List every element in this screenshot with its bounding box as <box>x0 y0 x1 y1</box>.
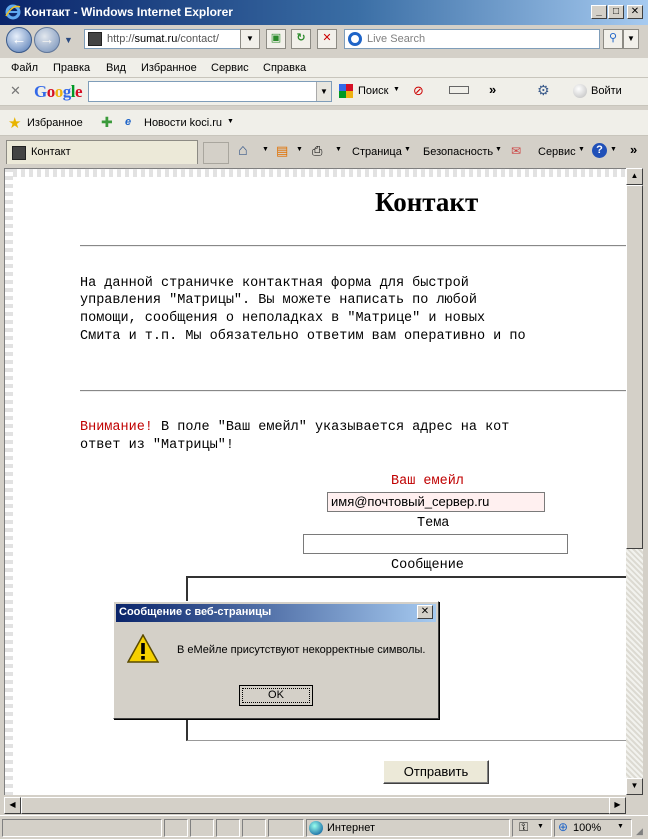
tab-contact[interactable] <box>6 140 198 164</box>
chevron-down-icon[interactable]: ▼ <box>316 82 331 101</box>
rss-feed-icon[interactable]: ▤ <box>276 143 289 158</box>
warning-line-2: ответ из "Матрицы"! <box>80 438 234 453</box>
zone-label: Интернет <box>327 822 375 834</box>
horizontal-scroll-thumb[interactable] <box>21 797 610 814</box>
scroll-up-button[interactable]: ▲ <box>626 168 643 185</box>
signin-button[interactable]: Войти <box>591 85 622 97</box>
zoom-control[interactable] <box>554 819 632 837</box>
favorites-star-icon: ★ <box>8 115 22 132</box>
scroll-down-button[interactable]: ▼ <box>626 778 643 795</box>
internet-explorer-icon <box>5 4 21 20</box>
zoom-icon: ⊕ <box>558 820 569 834</box>
search-options-dropdown[interactable]: ▼ <box>623 29 639 49</box>
refresh-icon[interactable]: ↻ <box>291 29 311 49</box>
warning-line-1 <box>80 420 509 435</box>
warning-icon <box>127 634 159 664</box>
google-search-button[interactable]: Поиск <box>358 85 389 97</box>
command-bar <box>0 138 648 166</box>
status-cell <box>164 819 188 837</box>
vertical-scroll-thumb[interactable] <box>626 185 643 549</box>
wrench-icon[interactable]: ⚙ <box>537 82 550 98</box>
add-favorite-icon[interactable]: ✚ <box>101 114 113 130</box>
intro-line-3: помощи, сообщения о неполадках в "Матрице" и новых <box>80 311 486 326</box>
status-text-cell <box>2 819 162 837</box>
site-favicon <box>88 32 102 46</box>
favorites-link-koci[interactable]: Новости koci.ru <box>144 117 223 129</box>
google-logo: Google <box>34 82 83 101</box>
more-commands-icon[interactable]: » <box>630 142 638 157</box>
status-bar <box>0 815 648 839</box>
search-dropdown-icon[interactable]: ▼ <box>393 86 400 93</box>
url-prefix: http:// <box>107 33 135 45</box>
globe-icon <box>309 821 323 835</box>
chevron-down-icon: ▼ <box>537 823 544 830</box>
intro-line-1: На данной страничке контактная форма для быстрой <box>80 276 469 291</box>
more-chevron-icon[interactable]: » <box>489 82 497 97</box>
tools-menu[interactable]: Сервис <box>538 146 576 158</box>
scroll-left-button[interactable]: ◀ <box>4 797 21 814</box>
page-border-left <box>5 169 13 795</box>
window-title: Контакт - Windows Internet Explorer <box>24 5 233 19</box>
status-cell <box>190 819 214 837</box>
resize-grip-icon[interactable]: ◢ <box>636 826 643 836</box>
chevron-down-icon: ▼ <box>617 823 624 830</box>
dialog-message: В еМейле присутствуют некорректные символы. <box>177 644 426 656</box>
subject-input[interactable] <box>303 534 568 554</box>
print-dropdown-icon[interactable]: ▼ <box>335 146 342 153</box>
menu-view[interactable]: Вид <box>106 62 126 74</box>
tools-dropdown-icon[interactable]: ▼ <box>578 146 585 153</box>
divider <box>80 245 626 247</box>
menu-favorites[interactable]: Избранное <box>141 62 197 74</box>
popup-blocker-icon[interactable]: ⊘ <box>413 83 424 98</box>
zoom-level: 100% <box>573 822 602 834</box>
recent-pages-dropdown-icon[interactable]: ▼ <box>64 35 73 45</box>
help-icon[interactable]: ? <box>592 143 607 158</box>
security-zone[interactable] <box>306 819 510 837</box>
alert-dialog <box>113 601 439 719</box>
url-site: sumat.ru <box>134 33 178 45</box>
back-button[interactable] <box>6 27 32 53</box>
favorites-bar <box>0 110 648 136</box>
compatibility-icon[interactable]: ▣ <box>266 29 286 49</box>
submit-button[interactable]: Отправить <box>383 760 489 784</box>
email-input[interactable]: имя@почтовый_сервер.ru <box>327 492 545 512</box>
menu-help[interactable]: Справка <box>263 62 307 74</box>
menu-tools[interactable]: Сервис <box>211 62 249 74</box>
research-icon[interactable]: ✉ <box>511 144 522 158</box>
signin-icon <box>573 84 587 98</box>
address-bar <box>0 25 648 56</box>
message-label: Сообщение <box>391 558 464 573</box>
help-dropdown-icon[interactable]: ▼ <box>610 146 617 153</box>
forward-button[interactable] <box>34 27 60 53</box>
divider <box>80 390 626 392</box>
intro-line-2: управления "Матрицы". Вы можете написать по любой <box>80 293 477 308</box>
page-dropdown-icon[interactable]: ▼ <box>404 146 411 153</box>
minimize-button[interactable]: _ <box>591 5 607 19</box>
page-title: Контакт <box>375 187 479 217</box>
close-window-button[interactable]: ✕ <box>627 5 643 19</box>
new-tab-button[interactable] <box>203 142 229 164</box>
menu-edit[interactable]: Правка <box>53 62 91 74</box>
stop-icon[interactable]: ✕ <box>317 29 337 49</box>
warning-prefix: Внимание! <box>80 420 153 435</box>
email-label: Ваш емейл <box>391 474 464 489</box>
feed-dropdown-icon[interactable]: ▼ <box>296 146 303 153</box>
close-toolbar-icon[interactable]: ✕ <box>10 83 21 98</box>
url-path: /contact/ <box>177 33 219 45</box>
google-search-icon <box>339 84 353 98</box>
bookmark-icon[interactable] <box>449 86 469 94</box>
safety-dropdown-icon[interactable]: ▼ <box>495 146 502 153</box>
favorites-button[interactable]: Избранное <box>27 117 83 129</box>
dialog-title: Сообщение с веб-страницы <box>119 606 272 618</box>
google-toolbar <box>0 78 648 106</box>
live-search-icon <box>348 32 362 46</box>
tab-favicon <box>12 146 26 160</box>
dialog-ok-button[interactable]: OK <box>239 685 313 706</box>
window-title-bar[interactable] <box>0 0 648 25</box>
status-cell <box>268 819 304 837</box>
page-menu[interactable]: Страница <box>352 146 402 158</box>
google-search-input[interactable] <box>88 81 332 102</box>
menu-file[interactable]: Файл <box>11 62 39 74</box>
ie-page-icon: e <box>125 116 132 128</box>
tab-label: Контакт <box>31 146 71 158</box>
protected-mode[interactable] <box>512 819 552 837</box>
dialog-title-bar[interactable] <box>116 604 436 622</box>
dialog-close-button[interactable]: ✕ <box>417 605 433 619</box>
link-dropdown-icon[interactable]: ▼ <box>227 118 234 125</box>
forward-arrow-icon: → <box>39 31 55 48</box>
warning-text: В поле "Ваш емейл" указывается адрес на кот <box>152 420 510 435</box>
status-cell <box>242 819 266 837</box>
subject-label: Тема <box>417 516 450 531</box>
page-border-top <box>5 169 626 177</box>
intro-line-4: Смита и т.п. Мы обязательно ответим вам оперативно и по <box>80 329 526 344</box>
maximize-button[interactable]: □ <box>608 5 624 19</box>
print-icon[interactable]: ⎙ <box>312 143 323 158</box>
safety-menu[interactable]: Безопасность <box>423 146 494 158</box>
live-search-placeholder: Live Search <box>367 33 426 45</box>
home-icon[interactable]: ⌂ <box>238 142 248 159</box>
lock-icon: ⚿ <box>519 820 529 834</box>
home-dropdown-icon[interactable]: ▼ <box>262 146 269 153</box>
scroll-right-button[interactable]: ▶ <box>609 797 626 814</box>
back-arrow-icon: ← <box>11 31 27 48</box>
status-cell <box>216 819 240 837</box>
menu-bar <box>0 58 648 78</box>
url-dropdown-button[interactable]: ▼ <box>240 29 260 49</box>
live-search-input[interactable] <box>344 29 600 49</box>
search-icon[interactable]: ⚲ <box>603 29 623 49</box>
url-input[interactable] <box>84 29 258 49</box>
